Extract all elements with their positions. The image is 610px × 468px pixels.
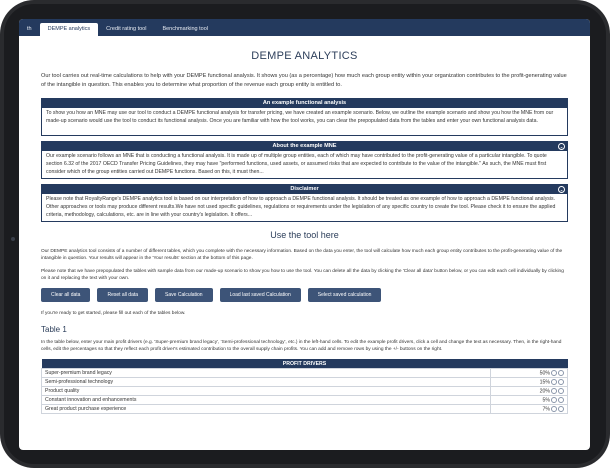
add-row-icon[interactable] xyxy=(551,406,557,412)
disclaimer-box-body: Please note that RoyaltyRange's DEMPE analytics tool is based on our interpretation of how to approach a DEMPE functional analysis. It should be treated as one example of how to approach a DEMPE functional analysis. Other approaches or tools may produce different results.We have not used specific guidelines, regulations or requirements under the legislation of any specific country to create the tool. Please check it to ensure the applied criteria, methodology, calculations, etc. are in line with your country's legislation. It offers... xyxy=(46,196,556,218)
add-row-icon[interactable] xyxy=(551,388,557,394)
remove-row-icon[interactable] xyxy=(558,406,564,412)
screen xyxy=(19,19,590,450)
nav-tab-credit-rating[interactable]: Credit rating tool xyxy=(106,26,147,32)
use-tool-title: Use the tool here xyxy=(270,230,339,240)
save-calculation-button[interactable]: Save Calculation xyxy=(155,288,213,302)
table-row xyxy=(42,405,568,414)
example-box-title: An example functional analysis xyxy=(42,99,567,108)
page-title: DEMPE ANALYTICS xyxy=(251,50,358,62)
disclaimer-box xyxy=(41,184,568,222)
add-row-icon[interactable] xyxy=(551,370,557,376)
example-box-body: To show you how an MNE may use our tool to conduct a DEMPE functional analysis for transfer pricing, we have created an example scenario. Below, we outline the example scenario and show you how the MNE from our made-up scenario would use the tool to conduct its functional analysis. Once you are familiar with how the tool works, you can clear the prepopulated data from the tables and enter your own functional analysis data. xyxy=(46,110,554,124)
about-box-title: About the example MNE xyxy=(272,143,337,149)
driver-name-cell[interactable]: Super-premium brand legacy xyxy=(42,369,491,378)
driver-name-cell[interactable]: Great product purchase experience xyxy=(42,405,491,414)
disclaimer-box-header[interactable] xyxy=(42,185,567,194)
profit-drivers-table xyxy=(41,359,568,414)
table-row xyxy=(42,369,568,378)
collapse-icon[interactable]: ⌄ xyxy=(559,187,564,192)
table-row xyxy=(42,387,568,396)
disclaimer-box-title: Disclaimer xyxy=(290,186,319,192)
driver-value-cell[interactable] xyxy=(491,369,568,378)
use-tool-para-1: Our DEMPE analytics tool consists of a number of different tables, which you complete with the necessary information. Based on the data you enter, the tool will calculate how much each group entity contributes to the profit-generating value of the intangible in question. Your results will appear in the 'Your results' section at the bottom of this page. xyxy=(41,249,563,261)
driver-name-cell[interactable]: Constant innovation and enhancements xyxy=(42,396,491,405)
load-last-saved-button[interactable]: Load last saved Calculation xyxy=(220,288,301,302)
reset-all-data-button[interactable]: Reset all data xyxy=(97,288,148,302)
table1-description: In the table below, enter your main profit drivers (e.g. 'Super-premium brand legacy', 'Semi-professional technology', etc.) in the left-hand cells. To edit the example profit drivers, click a cell and change the text as necessary. Then, in the right-hand cells, edit the percentages so that they reflect each profit driver's estimated contribution to the overall supply chain profits. You can add and remove rows by using the +/- buttons on the right. xyxy=(41,340,562,352)
ready-text: If you're ready to get started, please fill out each of the tables below. xyxy=(41,311,186,316)
driver-value-cell[interactable] xyxy=(491,405,568,414)
add-row-icon[interactable] xyxy=(551,379,557,385)
collapse-icon[interactable]: ⌄ xyxy=(559,144,564,149)
nav-tab-partial[interactable]: th xyxy=(27,26,32,32)
intro-text: Our tool carries out real-time calculations to help with your DEMPE functional analysis. It shows you (as a percentage) how much each group entity within your organization contributes to the profit-generating value of the intangible in question. This enables you to determine what proportion of the revenue each group entity is entitled to. xyxy=(41,73,567,88)
remove-row-icon[interactable] xyxy=(558,379,564,385)
driver-name-cell[interactable]: Product quality xyxy=(42,387,491,396)
remove-row-icon[interactable] xyxy=(558,397,564,403)
action-buttons xyxy=(41,288,568,302)
clear-all-data-button[interactable]: Clear all data xyxy=(41,288,90,302)
driver-value[interactable]: 20% xyxy=(539,388,550,395)
about-box-header[interactable] xyxy=(42,142,567,151)
example-box xyxy=(41,98,568,136)
about-box xyxy=(41,141,568,179)
select-saved-button[interactable]: Select saved calculation xyxy=(308,288,382,302)
driver-value-cell[interactable] xyxy=(491,387,568,396)
about-box-body: Our example scenario follows an MNE that is conducting a functional analysis. It is made up of multiple group entities, each of which may have contributed to the profit-generating value of a particular intangible. To quote section 6.32 of the 2017 OECD Transfer Pricing Guidelines, they may have "performed functions, used assets, or assumed risks that are expected to contribute to the value of the intangible." As such, the MNE must first consider which of the group entities carried out DEMPE functions. Based on this, it must then... xyxy=(46,153,547,175)
nav-tab-benchmarking[interactable]: Benchmarking tool xyxy=(162,26,209,32)
nav-tab-dempe-analytics[interactable]: DEMPE analytics xyxy=(40,23,99,36)
driver-value[interactable]: 15% xyxy=(539,379,550,386)
main-content xyxy=(19,50,590,414)
table1-title: Table 1 xyxy=(41,325,67,334)
top-nav xyxy=(19,19,590,36)
add-row-icon[interactable] xyxy=(551,397,557,403)
remove-row-icon[interactable] xyxy=(558,388,564,394)
remove-row-icon[interactable] xyxy=(558,370,564,376)
table-row xyxy=(42,396,568,405)
driver-value[interactable]: 50% xyxy=(539,370,550,377)
driver-value[interactable]: 7% xyxy=(542,406,550,413)
camera-dot xyxy=(11,237,15,241)
profit-drivers-header: PROFIT DRIVERS xyxy=(42,359,568,369)
driver-value[interactable]: 5% xyxy=(542,397,550,404)
driver-value-cell[interactable] xyxy=(491,396,568,405)
driver-name-cell[interactable]: Semi-professional technology xyxy=(42,378,491,387)
driver-value-cell[interactable] xyxy=(491,378,568,387)
table-row xyxy=(42,378,568,387)
use-tool-para-2: Please note that we have prepopulated the tables with sample data from our made-up scenario to show you how to use the tool. You can delete all the data by clicking the 'Clear all data' button below, or you can edit each cell individually by clicking on it and replacing the text with your own. xyxy=(41,269,564,281)
